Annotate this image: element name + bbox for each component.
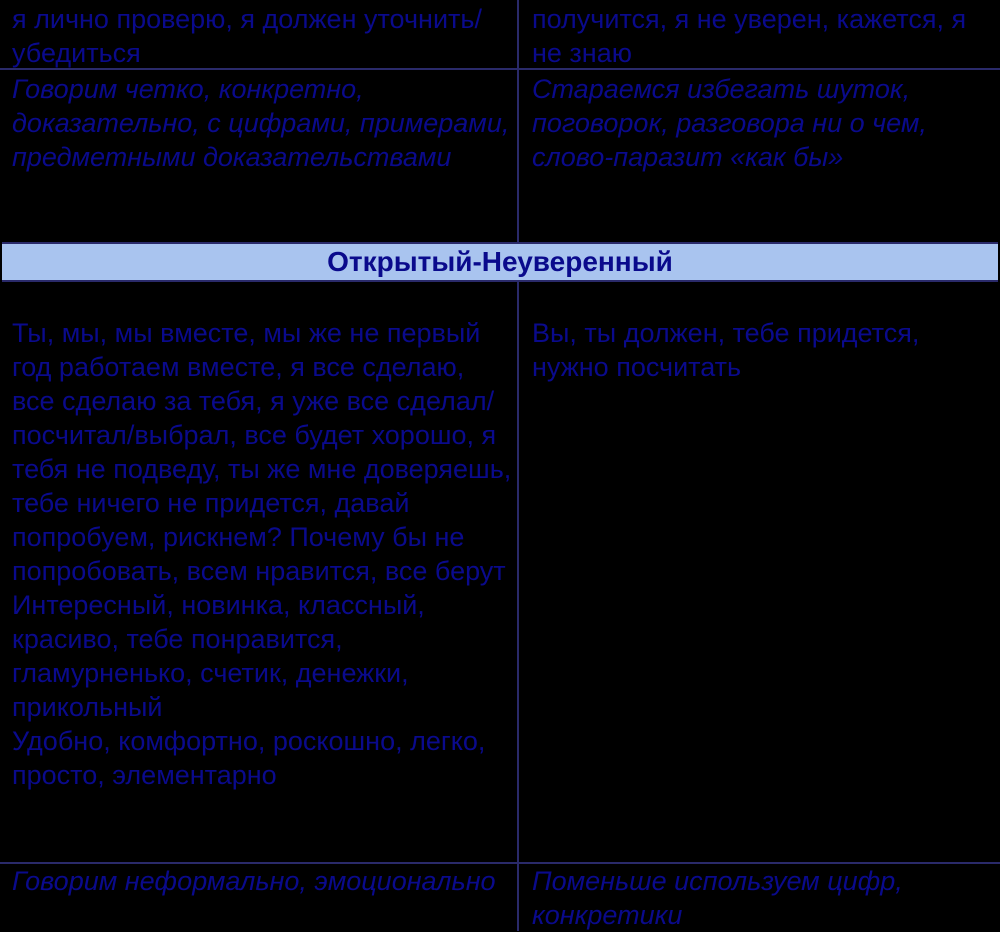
- phrases-left-plain: я лично проверю, я должен уточнить/убедиться: [12, 4, 482, 68]
- advice-left-italic-2: Говорим неформально, эмоционально: [12, 866, 496, 896]
- phrases-right-para-1: Вы, ты должен, тебе придется, нужно посчитать: [532, 318, 920, 382]
- advice-right-italic: Стараемся избегать шуток, поговорок, разговора ни о чем, слово-паразит «как бы»: [532, 74, 927, 172]
- phrases-left-para-2: Интересный, новинка, классный, красиво, тебе понравится, гламурненько, счетик, денежки, прикольный: [12, 590, 425, 722]
- advice-left-italic: Говорим четко, конкретно, доказательно, с цифрами, примерами, предметными доказательствами: [12, 74, 510, 172]
- section-title: Открытый-Неуверенный: [2, 242, 998, 282]
- phrases-left-block: [12, 316, 512, 792]
- phrases-right-plain: получится, я не уверен, кажется, я не знаю: [532, 4, 967, 68]
- phrases-left-para-1: Ты, мы, мы вместе, мы же не первый год работаем вместе, я все сделаю, все сделаю за тебя, я уже все сделал/посчитал/выбрал, все будет хорошо, я тебя не подведу, ты же мне доверяешь, тебе ничего не придется, давай попробуем, рискнем? Почему бы не попробовать, всем нравится, все берут: [12, 318, 512, 586]
- advice-right-italic-2: Поменьше используем цифр, конкретики: [532, 866, 903, 930]
- column-divider: [517, 282, 519, 931]
- column-divider: [517, 0, 519, 242]
- phrases-left-para-3: Удобно, комфортно, роскошно, легко, просто, элементарно: [12, 726, 486, 790]
